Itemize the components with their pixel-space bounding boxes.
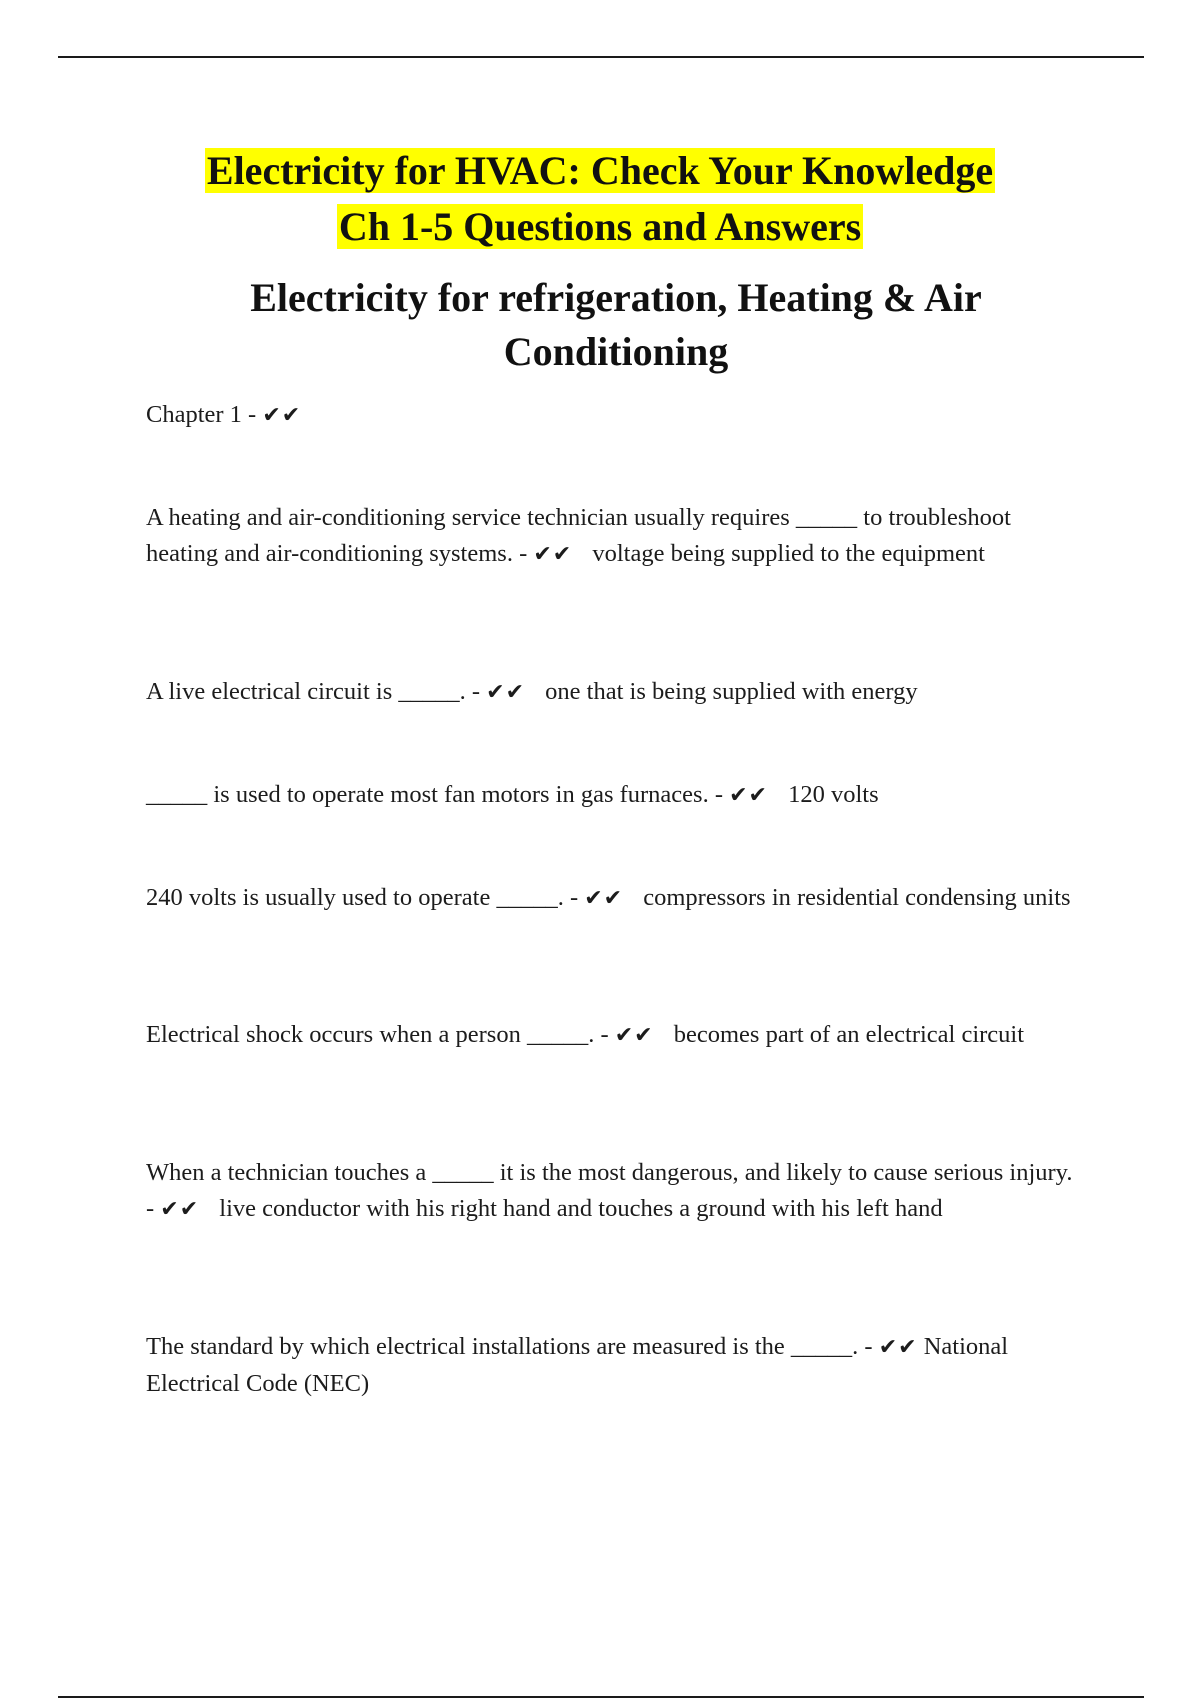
answer-text: voltage being supplied to the equipment [592,540,985,567]
title-line-1: Electricity for HVAC: Check Your Knowledge [206,148,994,193]
title-line-2: Ch 1-5 Questions and Answers [338,204,862,249]
question-text: 240 volts is usually used to operate _____. - [146,884,579,911]
double-check-icon: ✔✔ [878,1335,918,1360]
double-check-icon: ✔✔ [160,1197,200,1222]
qa-item-1 [146,500,1086,573]
qa-item-2 [146,674,1086,711]
double-check-icon: ✔✔ [584,886,624,911]
answer-text: National Electrical Code (NEC) [146,1333,1009,1397]
answer-text: 120 volts [788,781,879,808]
double-check-icon: ✔✔ [614,1023,654,1048]
question-text: A heating and air-conditioning service technician usually requires _____ to troubleshoot heating and air-conditioning systems. - [146,504,1011,567]
top-rule [58,56,1144,58]
question-text: A live electrical circuit is _____. - [146,678,481,705]
qa-item-6 [146,1155,1086,1228]
qa-item-4 [146,880,1086,917]
answer-text: becomes part of an electrical circuit [673,1021,1025,1048]
chapter-heading [146,397,1086,434]
qa-item-5 [146,1017,1086,1054]
question-text: When a technician touches a _____ it is the most dangerous, and likely to cause serious injury. - [146,1159,1073,1222]
double-check-icon: ✔✔ [533,542,573,567]
bottom-rule [58,1696,1144,1698]
chapter-label: Chapter 1 - [146,401,257,428]
question-text: _____ is used to operate most fan motors in gas furnaces. - [146,781,723,808]
answer-text: live conductor with his right hand and touches a ground with his left hand [219,1195,943,1222]
double-check-icon: ✔✔ [729,783,768,808]
qa-item-7 [146,1329,1086,1402]
answer-text: one that is being supplied with energy [545,678,918,705]
double-check-icon: ✔✔ [262,403,302,428]
answer-text: compressors in residential condensing units [643,884,1071,911]
document-subtitle: Electricity for refrigeration, Heating & Air Conditioning [250,275,982,374]
double-check-icon: ✔✔ [486,680,526,705]
document-title [0,143,1200,255]
question-text: Electrical shock occurs when a person _____. - [146,1021,609,1048]
qa-item-3 [146,777,1086,814]
question-text: The standard by which electrical installations are measured is the _____. - [146,1333,873,1360]
